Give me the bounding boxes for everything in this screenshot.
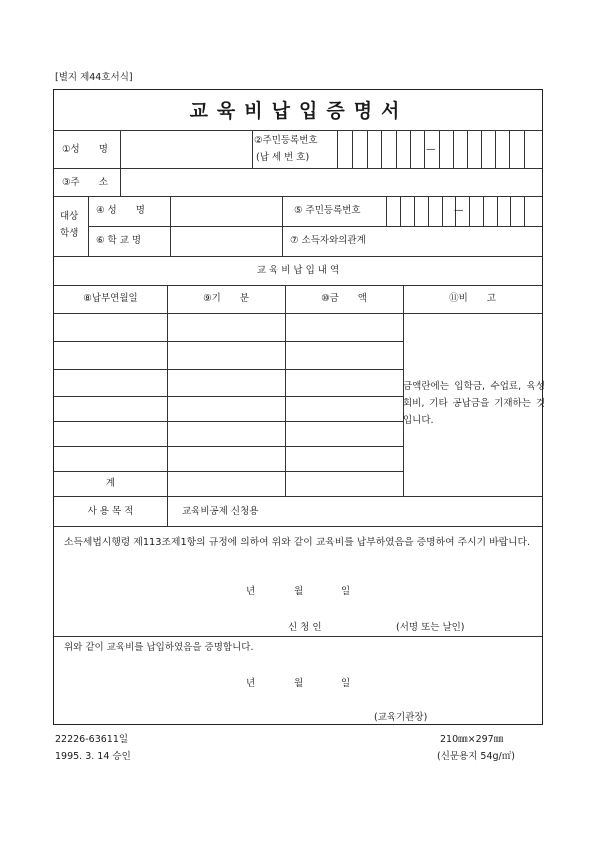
- id-box: [510, 196, 511, 226]
- certificate-form: [53, 89, 543, 725]
- col-divider: [167, 496, 168, 526]
- id-box: [424, 130, 425, 168]
- id-box: [497, 196, 498, 226]
- col-divider: [282, 196, 283, 256]
- student-group-label: 대상: [60, 211, 79, 222]
- col-divider: [337, 130, 338, 168]
- row-divider: [54, 369, 403, 370]
- row-divider: [88, 226, 542, 227]
- col-header-type: ⑨기 분: [203, 293, 249, 304]
- id-box: [509, 130, 510, 168]
- approval-date: 1995. 3. 14 승인: [55, 751, 131, 762]
- request-text: 소득세법시행령 제113조제1항의 규정에 의하여 위와 같이 교육비를 납부하였음을 증명하여 주시기 바랍니다.: [64, 537, 531, 548]
- total-label: 계: [105, 478, 116, 489]
- form-number: [별지 제44호서식]: [55, 72, 133, 83]
- id-box: [428, 196, 429, 226]
- applicant-sign-label: 신 청 인: [288, 622, 322, 633]
- purpose-label: 사 용 목 적: [87, 506, 134, 517]
- applicant-id-label: ②주민등록번호: [254, 135, 318, 146]
- purpose-value: 교육비공제 신청용: [182, 506, 259, 517]
- form-code: 22226-63611일: [55, 734, 129, 745]
- row-divider: [54, 471, 403, 472]
- row-divider: [54, 256, 542, 257]
- applicant-address-label: ③주 소: [62, 177, 108, 188]
- id-box: [467, 130, 468, 168]
- col-header-amount: ⑩금 액: [321, 293, 367, 304]
- row-divider: [54, 313, 542, 314]
- id-box: [414, 196, 415, 226]
- row-divider: [54, 421, 403, 422]
- details-section-title: 교 육 비 납 입 내 역: [256, 265, 340, 276]
- row-divider: [54, 396, 403, 397]
- id-box: [495, 130, 496, 168]
- school-name-label: ⑥ 학 교 명: [96, 235, 142, 246]
- cert-date-year: 년: [246, 678, 256, 689]
- applicant-tax-number-label: (납 세 번 호): [256, 152, 310, 163]
- id-box: [381, 130, 382, 168]
- col-divider: [386, 196, 387, 226]
- student-id-separator: —: [454, 205, 464, 216]
- cert-date-month: 월: [294, 678, 304, 689]
- certification-text: 위와 같이 교육비를 납입하였음을 증명합니다.: [64, 642, 254, 653]
- id-box: [352, 130, 353, 168]
- id-box: [483, 196, 484, 226]
- paper-type: (신문용지 54g/㎡): [437, 751, 515, 762]
- signature-note: (서명 또는 날인): [396, 622, 465, 633]
- row-divider: [54, 341, 403, 342]
- student-name-label: ④ 성 명: [96, 205, 145, 216]
- request-date-year: 년: [246, 586, 256, 597]
- id-box: [410, 130, 411, 168]
- id-box: [439, 130, 440, 168]
- row-divider: [54, 285, 542, 286]
- id-box: [367, 130, 368, 168]
- applicant-name-label: ①성 명: [62, 144, 108, 155]
- paper-size: 210㎜×297㎜: [440, 734, 504, 745]
- request-date-month: 월: [294, 586, 304, 597]
- id-separator: —: [426, 144, 436, 155]
- request-date-day: 일: [341, 586, 351, 597]
- id-box: [524, 196, 525, 226]
- col-divider: [167, 285, 168, 496]
- id-box: [524, 130, 525, 168]
- issuer-label: (교육기관장): [374, 712, 428, 723]
- student-id-label: ⑤ 주민등록번호: [294, 205, 361, 216]
- col-header-date: ⑧납부연월일: [83, 293, 138, 304]
- amount-note: 금액란에는 입학금, 수업료, 육성회비, 기타 공납금을 기재하는 것입니다.: [403, 381, 545, 426]
- id-box: [481, 130, 482, 168]
- col-divider: [88, 196, 89, 256]
- row-divider: [54, 636, 542, 637]
- col-divider: [170, 196, 171, 256]
- id-box: [469, 196, 470, 226]
- col-header-note: ⑪비 고: [449, 293, 496, 304]
- row-divider: [54, 496, 542, 497]
- row-divider: [54, 526, 542, 527]
- id-box: [400, 196, 401, 226]
- id-box: [396, 130, 397, 168]
- col-divider: [120, 130, 121, 196]
- col-divider: [285, 285, 286, 496]
- student-group-label-2: 학생: [60, 228, 79, 239]
- row-divider: [54, 130, 542, 131]
- row-divider: [54, 168, 542, 169]
- col-divider: [252, 130, 253, 168]
- id-box: [453, 130, 454, 168]
- row-divider: [54, 446, 403, 447]
- cert-date-day: 일: [341, 678, 351, 689]
- id-box: [442, 196, 443, 226]
- relation-label: ⑦ 소득자와의관계: [290, 235, 366, 246]
- page-title: 교육비납입증명서: [189, 100, 409, 122]
